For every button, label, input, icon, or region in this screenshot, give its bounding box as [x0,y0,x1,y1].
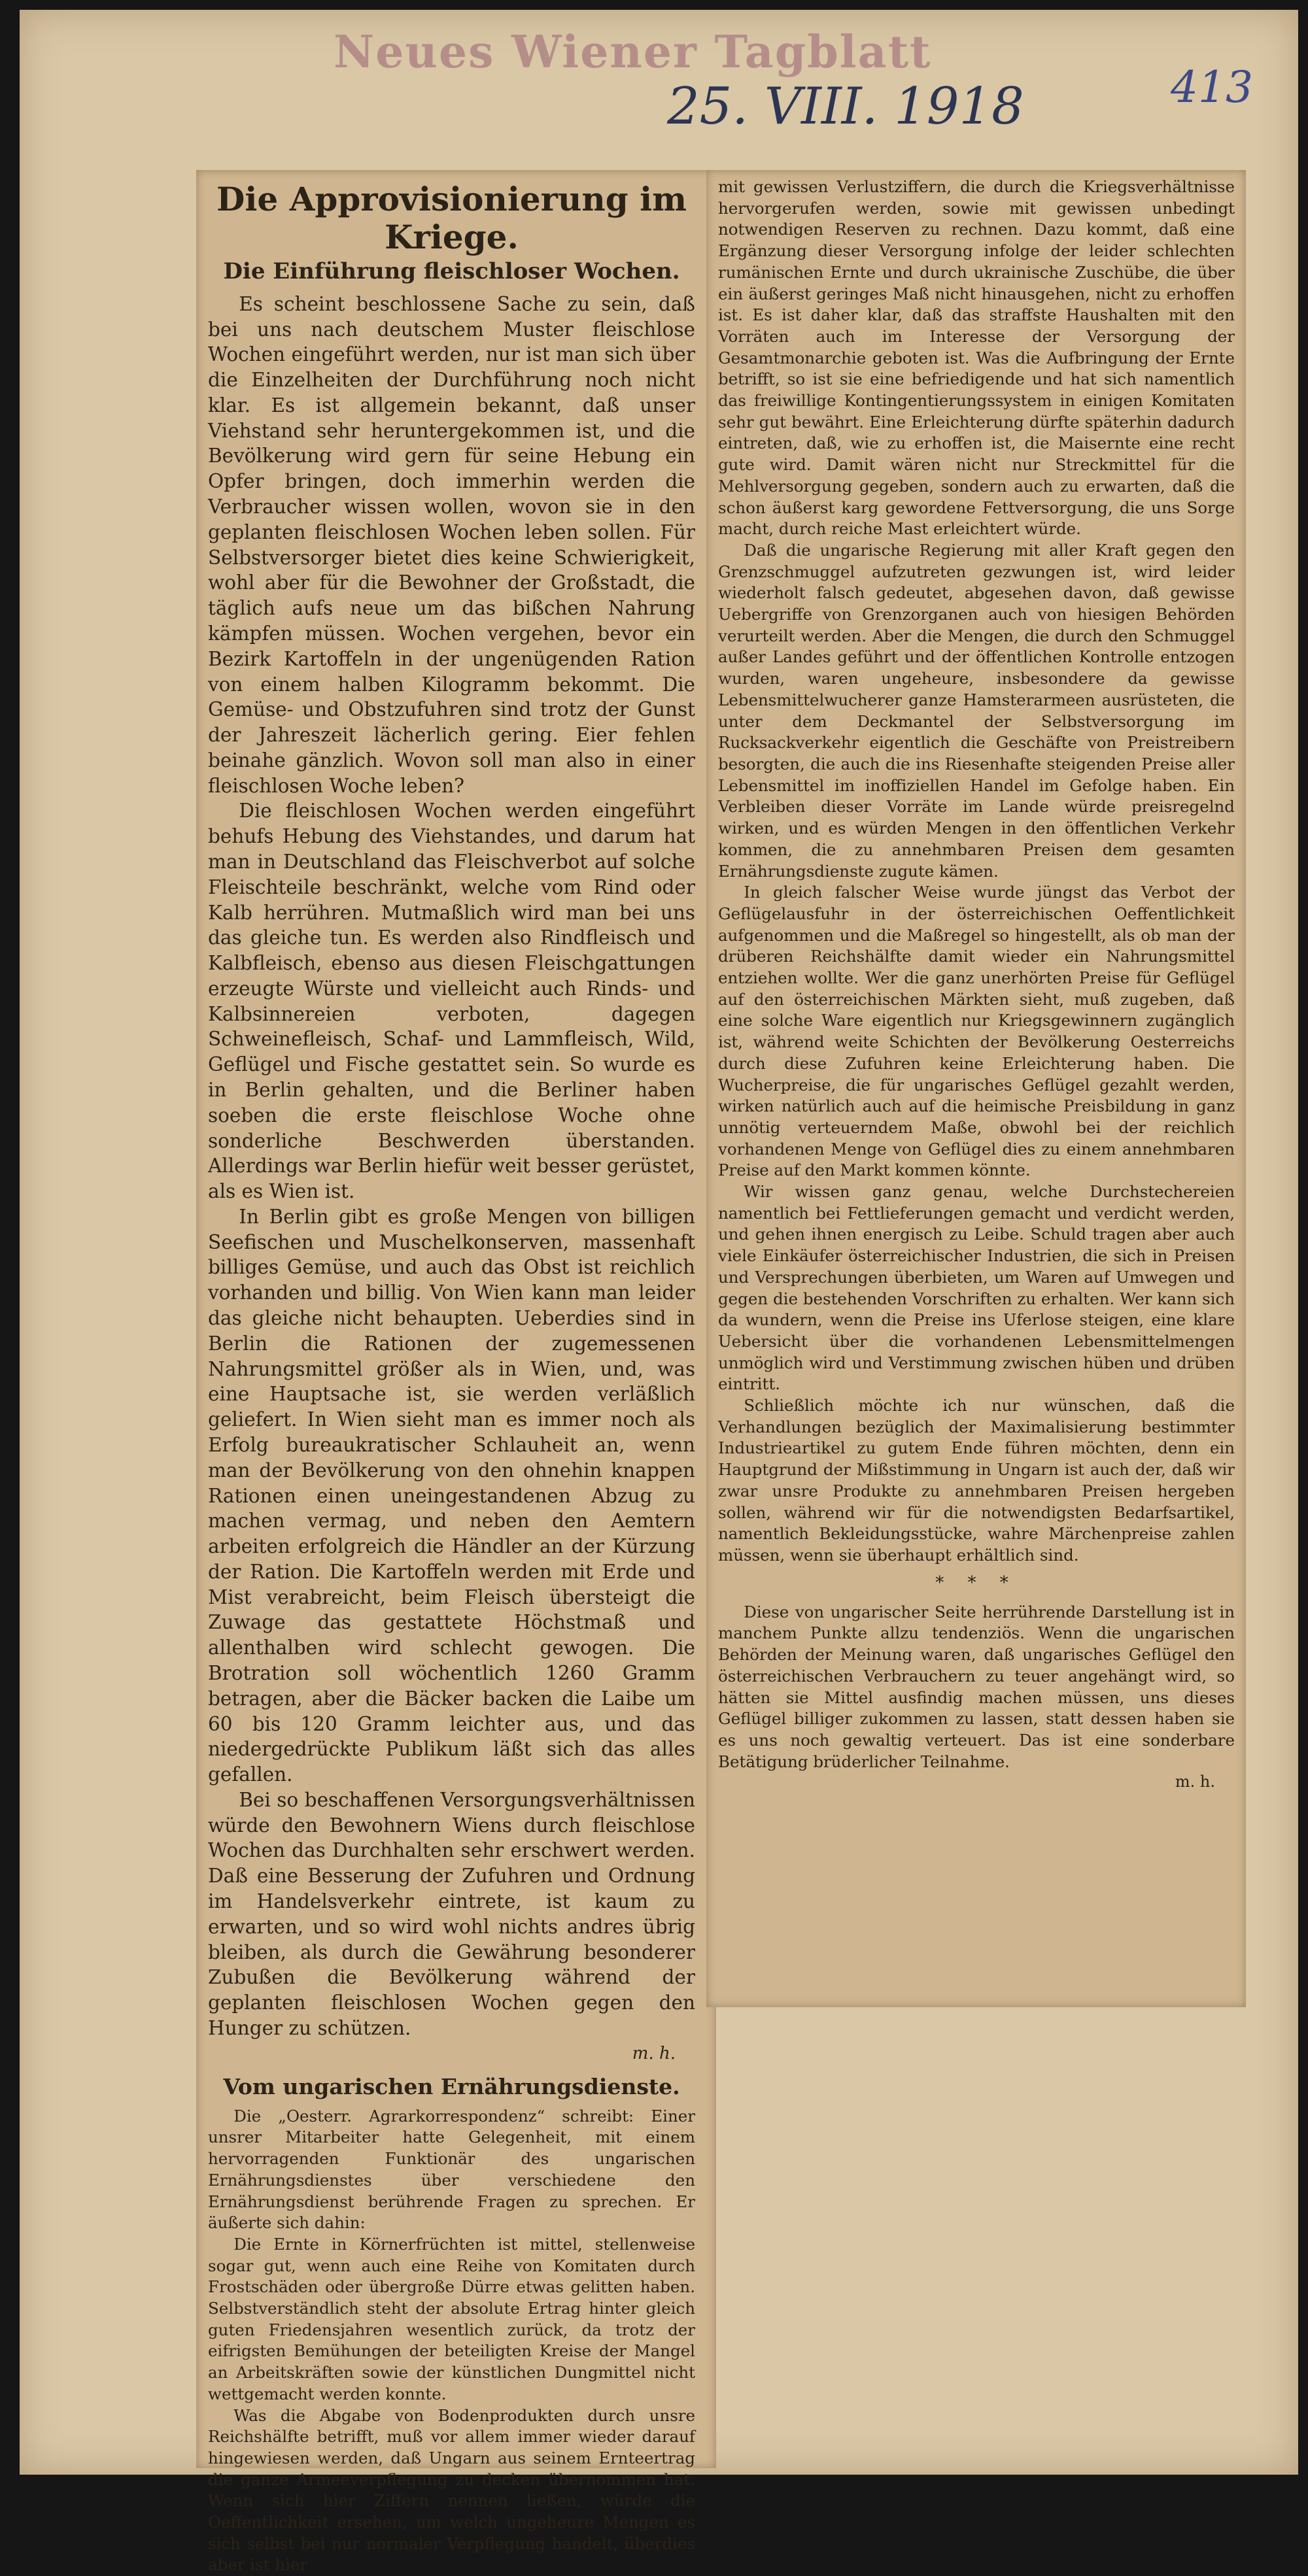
section-body-left [208,2106,695,2576]
paragraph: Die „Oesterr. Agrarkorrespondenz“ schreibt: Einer unsrer Mitarbeiter hatte Gelegenheit, mit einem hervorragenden Funktionär des ungarischen Ernährungsdienstes über verschiedene den Ernährungsdienst berührende Fragen zu sprechen. Er äußerte sich dahin: [208,2106,695,2233]
commentary-signature: m. h. [1175,1772,1215,1791]
article-signature: m. h. [632,2043,676,2063]
section-title: Vom ungarischen Ernährungsdienste. [223,2073,680,2099]
handwritten-archive-mark: 413 [1171,62,1253,112]
article-subtitle: Die Einführung fleischloser Wochen. [223,258,680,284]
paragraph: Schließlich möchte ich nur wünschen, daß die Verhandlungen bezüglich der Maximalisierung bestimmter Industrieartikel zu gutem Ende führen möchten, denn ein Hauptgrund der Mißstimmung in Ungarn ist auch der, daß wir zwar unsre Produkte zu annehmbaren Preisen hergeben sollen, während wir für die notwendigsten Bedarfsartikel, namentlich Bekleidungsstücke, wahre Märchenpreise zahlen müssen, wenn sie überhaupt erhältlich sind. [718,1396,1235,1565]
column-left [208,177,695,2575]
paragraph: Die fleischlosen Wochen werden eingeführt behufs Hebung des Viehstandes, und darum hat man in Deutschland das Fleischverbot auf solche Fleischteile beschränkt, welche vom Rind oder Kalb herrühren. Mutmaßlich wird man bei uns das gleiche tun. Es werden also Rindfleisch und Kalbfleisch, ebenso aus diesen Fleischgattungen erzeugte Würste und vielleicht auch Rinds- und Kalbsinnereien verboten, dagegen Schweinefleisch, Schaf- und Lammfleisch, Wild, Geflügel und Fische gestattet sein. So wurde es in Berlin gehalten, und die Berliner haben soeben die erste fleischlose Woche ohne sonderliche Beschwerden überstanden. Allerdings war Berlin hiefür weit besser gerüstet, als es Wien ist. [208,800,695,1203]
article-body [208,292,695,2041]
commentary-paragraph: Diese von ungarischer Seite herrührende Darstellung ist in manchem Punkte allzu tendenziös. Wenn die ungarischen Behörden der Meinung waren, daß ungarisches Geflügel den österreichischen Verbrauchern zu teuer angehängt wird, so hätten sie Mittel ausfindig machen müssen, uns dieses Geflügel billiger zukommen zu lassen, statt dessen haben sie es uns noch gewaltig verteuert. Das ist eine sonderbare Betätigung brüderlicher Teilnahme. [718,1602,1235,1771]
paragraph: Bei so beschaffenen Versorgungsverhältnissen würde den Bewohnern Wiens durch fleischlose Wochen das Durchhalten sehr erschwert werden. Daß eine Besserung der Zufuhren und Ordnung im Handelsverkehr eintrete, ist kaum zu erwarten, und so wird wohl nichts andres übrig bleiben, als durch die Gewährung besonderer Zubußen die Bevölkerung während der geplanten fleischlosen Wochen gegen den Hunger zu schützen. [208,1788,695,2039]
paragraph: Es scheint beschlossene Sache zu sein, daß bei uns nach deutschem Muster fleischlose Wochen eingeführt werden, nur ist man sich über die Einzelheiten der Durchführung noch nicht klar. Es ist allgemein bekannt, daß unser Viehstand sehr heruntergekommen ist, und die Bevölkerung wird gern für seine Hebung ein Opfer bringen, doch immerhin werden die Verbraucher wissen wollen, wovon sie in den geplanten fleischlosen Wochen leben sollen. Für Selbstversorger bietet dies keine Schwierigkeit, wohl aber für die Bewohner der Großstadt, die täglich aufs neue um das bißchen Nahrung kämpfen müssen. Wochen vergehen, bevor ein Bezirk Kartoffeln in der ungenügenden Ration von einem halben Kilogramm bekommt. Die Gemüse- und Obstzufuhren sind trotz der Gunst der Jahreszeit lächerlich gering. Eier fehlen beinahe gänzlich. Wovon soll man also in einer fleischlosen Woche leben? [208,292,695,797]
paragraph: mit gewissen Verlustziffern, die durch die Kriegsverhältnisse hervorgerufen werden, sowie mit gewissen unbedingt notwendigen Reserven zu rechnen. Dazu kommt, daß eine Ergänzung dieser Versorgung infolge der leider schlechten rumänischen Ernte und durch ukrainische Zuschübe, die über ein äußerst geringes Maß nicht hinausgehen, nicht zu erhoffen ist. Es ist daher klar, daß das straffste Haushalten mit den Vorräten auch im Interesse der Versorgung der Gesamtmonarchie geboten ist. Was die Aufbringung der Ernte betrifft, so ist sie eine befriedigende und hat sich namentlich das freiwillige Kontingentierungssystem in einigen Komitaten sehr gut bewährt. Eine Erleichterung dürfte späterhin dadurch eintreten, daß, wie zu erhoffen ist, die Maisernte eine recht gute wird. Damit wären nicht nur Streckmittel für die Mehlversorgung gegeben, sondern auch zu erwarten, daß die schon äußerst karg gewordene Fettversorgung, die uns Sorge macht, durch reiche Mast erleichtert würde. [718,177,1235,539]
section-separator: * * * [935,1572,1018,1593]
paragraph: In gleich falscher Weise wurde jüngst das Verbot der Geflügelausfuhr in der österreichischen Oeffentlichkeit aufgenommen und die Maßregel so hingestellt, als ob man der drüberen Reichshälfte damit wieder ein Nahrungsmittel entziehen wollte. Wer die ganz unerhörten Preise für Geflügel auf den österreichischen Märkten sieht, muß zugeben, daß eine solche Ware eigentlich nur Kriegsgewinnern zugänglich ist, während weite Schichten der Bevölkerung Oesterreichs durch diese Zufuhren keine Erleichterung haben. Die Wucherpreise, die für ungarisches Geflügel gezahlt werden, wirken natürlich auch auf die heimische Preisbildung in ganz unnötig verteuerndem Maße, obwohl bei der reichlich vorhandenen Menge von Geflügel dies zu einem annehmbaren Preise auf den Markt kommen könnte. [718,883,1235,1180]
paragraph: In Berlin gibt es große Mengen von billigen Seefischen und Muschelkonserven, massenhaft billiges Gemüse, und auch das Obst ist reichlich vorhanden und billig. Von Wien kann man leider das gleiche nicht behaupten. Ueberdies sind in Berlin die Rationen der zugemessenen Nahrungsmittel größer als in Wien, und, was eine Hauptsache ist, sie werden verläßlich geliefert. In Wien sieht man es immer noch als Erfolg bureaukratischer Schlauheit an, wenn man der Bevölkerung von den ohnehin knappen Rationen einen uneingestandenen Abzug zu machen vermag, und neben den Aemtern arbeiten erfolgreich die Händler an der Kürzung der Ration. Die Kartoffeln werden mit Erde und Mist verabreicht, beim Fleisch übersteigt die Zuwage das gestattete Höchstmaß und allenthalben wird schlecht gewogen. Die Brotration soll wöchentlich 1260 Gramm betragen, aber die Bäcker backen die Laibe um 60 bis 120 Gramm leichter aus, und das niedergedrückte Publikum läßt sich das alles gefallen. [208,1205,695,1786]
paragraph: Was die Abgabe von Bodenprodukten durch unsre Reichshälfte betrifft, muß vor allem immer wieder darauf hingewiesen werden, daß Ungarn aus seinem Ernteertrag die ganze Armeeverpflegung zu decken übernommen hat. Wenn sich hier Ziffern nennen ließen, würde die Oeffentlichkeit ersehen, um welch ungeheure Mengen es sich selbst bei nur normaler Verpflegung handelt, überdies aber ist hier [208,2405,695,2575]
newspaper-masthead-stamp: Neues Wiener Tagblatt [334,26,932,78]
column-right [718,177,1235,1997]
paragraph: Wir wissen ganz genau, welche Durchstechereien namentlich bei Fettlieferungen gemacht und verdicht werden, und gehen ihnen energisch zu Leibe. Schuld tragen aber auch viele Einkäufer österreichischer Industrien, die sich in Preisen und Versprechungen überbieten, um Waren auf Umwegen und gegen die bestehenden Vorschriften zu erhalten. Wer kann sich da wundern, wenn die Preise ins Uferlose steigen, eine klare Uebersicht über die vorhandenen Lebensmittelmengen unmöglich wird und Verstimmung zwischen hüben und drüben eintritt. [718,1182,1235,1394]
paragraph: Daß die ungarische Regierung mit aller Kraft gegen den Grenzschmuggel aufzutreten gezwungen ist, wird leider wiederholt falsch gedeutet, abgesehen davon, daß gewisse Uebergriffe von Grenzorganen auch von hiesigen Behörden verurteilt werden. Aber die Mengen, die durch den Schmuggel außer Landes geführt und der öffentlichen Kontrolle entzogen wurden, waren ungeheure, insbesondere da gewisse Lebensmittelwucherer ganze Hamsterarmeen ausrüsteten, die unter dem Deckmantel der Selbstversorgung im Rucksackverkehr eigentlich die Geschäfte von Preistreibern besorgten, die auch die ins Riesenhafte steigenden Preise aller Lebensmittel im inoffiziellen Handel im Gefolge haben. Ein Verbleiben dieser Vorräte im Lande würde preisregelnd wirken, und es würden Mengen in den öffentlichen Verkehr kommen, die zu annehmbaren Preisen dem gesamten Ernährungsdienste zugute kämen. [718,540,1235,881]
paragraph: Die Ernte in Körnerfrüchten ist mittel, stellenweise sogar gut, wenn auch eine Reihe von Komitaten durch Frostschäden oder übergroße Dürre etwas gelitten haben. Selbstverständlich steht der absolute Ertrag hinter gleich guten Friedensjahren wesentlich zurück, da trotz der eifrigsten Bemühungen der beteiligten Kreise der Mangel an Arbeitskräften sowie der künstlichen Dungmittel nicht wettgemacht werden konnte. [208,2234,695,2403]
article-title: Die Approvisionierung im Kriege. [216,180,687,256]
handwritten-date: 25. VIII. 1918 [667,77,1024,136]
